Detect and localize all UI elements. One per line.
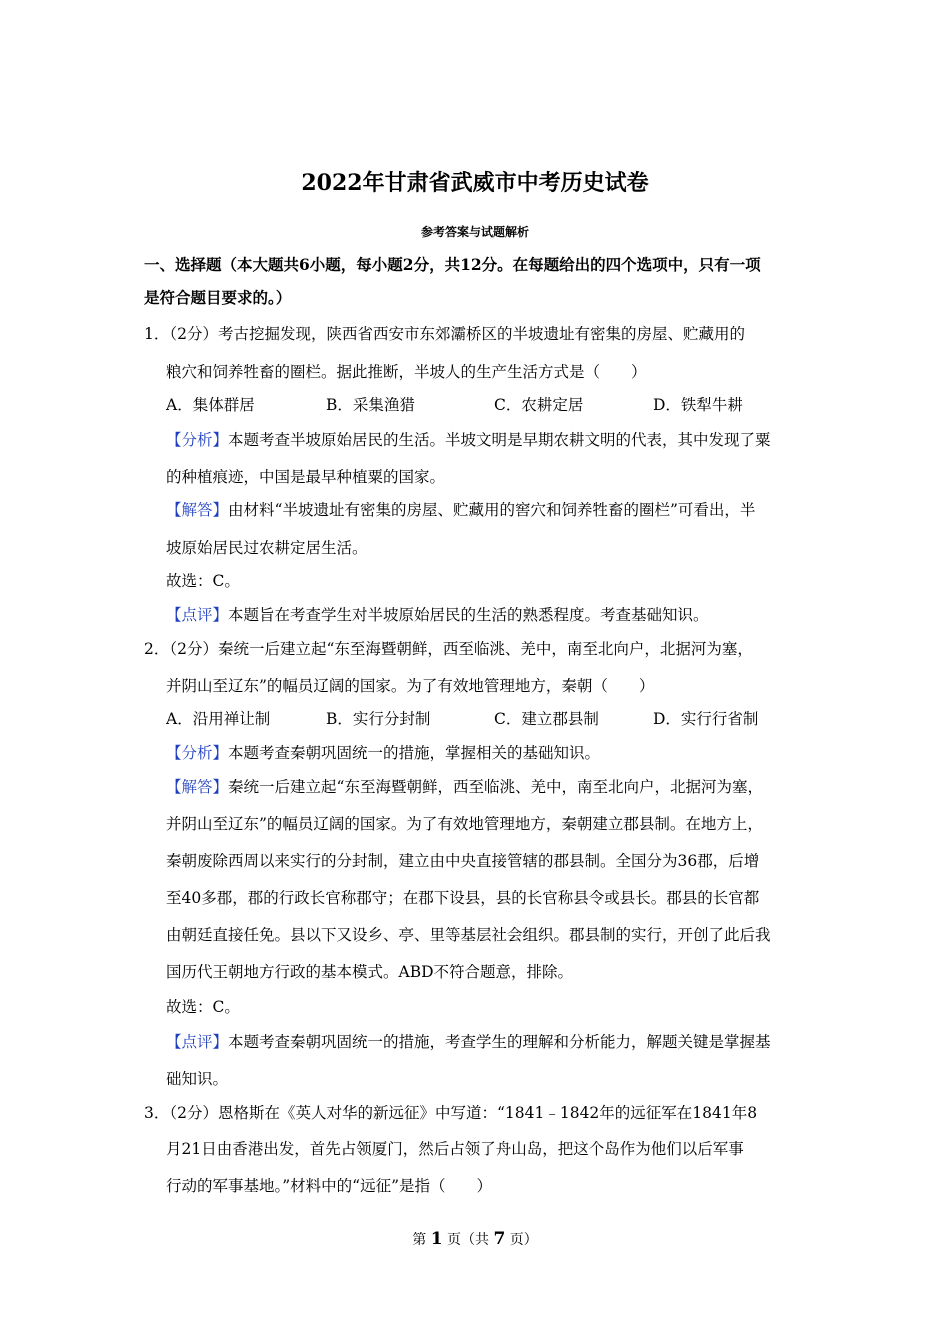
question-2-answer-text: 秦统一后建立起“东至海暨朝鲜，西至临洮、羌中，南至北向户，北据河为塞， [228,778,763,796]
question-1-stem-line-1: 1．（2分）考古挖掘发现，陕西省西安市东郊灞桥区的半坡遗址有密集的房屋、贮藏用的 [144,325,745,343]
footer-suffix: 页） [509,1232,538,1248]
question-2-comment-line-2: 础知识。 [166,1070,229,1088]
question-1-options [166,392,786,418]
footer-page-number: 1 [430,1229,443,1249]
question-3-stem-line-1: 3．（2分）恩格斯在《英人对华的新远征》中写道：“1841﹣1842年的远征军在1841年8 [144,1104,758,1122]
question-2-answer-line-3: 秦朝废除西周以来实行的分封制，建立由中央直接管辖的郡县制。全国分为36郡，后增 [166,852,760,870]
question-3-stem-line-2: 月21日由香港出发，首先占领厦门，然后占领了舟山岛，把这个岛作为他们以后军事 [166,1140,744,1158]
footer-mid: 页（共 [447,1232,489,1248]
question-1-analysis-line-1 [166,427,771,453]
analysis-tag: 【分析】 [166,744,229,762]
question-2-option-d: D．实行行省制 [653,710,759,728]
question-2-stem-line-1: 2．（2分）秦统一后建立起“东至海暨朝鲜，西至临洮、羌中，南至北向户，北据河为塞， [144,640,753,658]
document-title: 2022年甘肃省武威市中考历史试卷 [301,170,649,196]
section-heading-line-2: 是符合题目要求的。） [144,288,292,307]
question-1-stem-line-2: 粮穴和饲养牲畜的圈栏。据此推断，半坡人的生产生活方式是（ ） [166,363,647,381]
section-heading [144,248,816,314]
question-1-option-d: D．铁犁牛耕 [653,396,743,414]
question-2-options [166,706,786,732]
comment-tag: 【点评】 [166,606,229,624]
question-1-option-a: A．集体群居 [166,396,255,414]
answer-tag: 【解答】 [166,778,229,796]
question-1-comment-text: 本题旨在考查学生对半坡原始居民的生活的熟悉程度。考查基础知识。 [228,606,709,624]
question-2-choice: 故选：C。 [166,998,240,1016]
question-2-analysis-text: 本题考查秦朝巩固统一的措施，掌握相关的基础知识。 [228,744,601,762]
question-1-option-b: B．采集渔猎 [326,396,415,414]
question-1-choice: 故选：C。 [166,572,240,590]
question-2-answer-line-2: 并阴山至辽东”的幅员辽阔的国家。为了有效地管理地方，秦朝建立郡县制。在地方上， [166,815,763,833]
question-1-answer-line-2: 坡原始居民过农耕定居生活。 [166,539,368,557]
answer-tag: 【解答】 [166,501,229,519]
question-2-analysis-line-1 [166,740,600,766]
question-2-comment-text: 本题考查秦朝巩固统一的措施，考查学生的理解和分析能力，解题关键是掌握基 [228,1033,771,1051]
question-1-option-c: C．农耕定居 [494,396,584,414]
document-subtitle: 参考答案与试题解析 [420,225,529,239]
question-1-analysis-text: 本题考查半坡原始居民的生活。半坡文明是早期农耕文明的代表，其中发现了粟 [228,431,771,449]
question-2-stem-line-2: 并阴山至辽东”的幅员辽阔的国家。为了有效地管理地方，秦朝（ ） [166,677,655,695]
question-1-comment-line-1 [166,602,709,628]
question-1-analysis-line-2: 的种植痕迹，中国是最早种植粟的国家。 [166,468,446,486]
question-2-answer-line-1 [166,774,763,800]
question-3-stem-line-3: 行动的军事基地。”材料中的“远征”是指（ ） [166,1177,493,1195]
question-1-answer-text: 由材料“半坡遗址有密集的房屋、贮藏用的窖穴和饲养牲畜的圈栏”可看出，半 [228,501,756,519]
question-2-option-c: C．建立郡县制 [494,710,599,728]
question-2-option-a: A．沿用禅让制 [166,710,271,728]
page-footer [0,1226,950,1253]
question-2-answer-line-6: 国历代王朝地方行政的基本模式。ABD不符合题意，排除。 [166,963,574,981]
comment-tag: 【点评】 [166,1033,229,1051]
footer-prefix: 第 [412,1232,427,1248]
question-2-comment-line-1 [166,1029,771,1055]
footer-total-pages: 7 [493,1229,506,1249]
question-1-answer-line-1 [166,497,755,523]
question-2-answer-line-4: 至40多郡，郡的行政长官称郡守；在郡下设县，县的长官称县令或县长。郡县的长官都 [166,889,760,907]
question-2-answer-line-5: 由朝廷直接任免。县以下又设乡、亭、里等基层社会组织。郡县制的实行，开创了此后我 [166,926,771,944]
section-heading-line-1: 一、选择题（本大题共6小题，每小题2分，共12分。在每题给出的四个选项中，只有一项 [144,255,761,274]
question-2-option-b: B．实行分封制 [326,710,431,728]
analysis-tag: 【分析】 [166,431,229,449]
